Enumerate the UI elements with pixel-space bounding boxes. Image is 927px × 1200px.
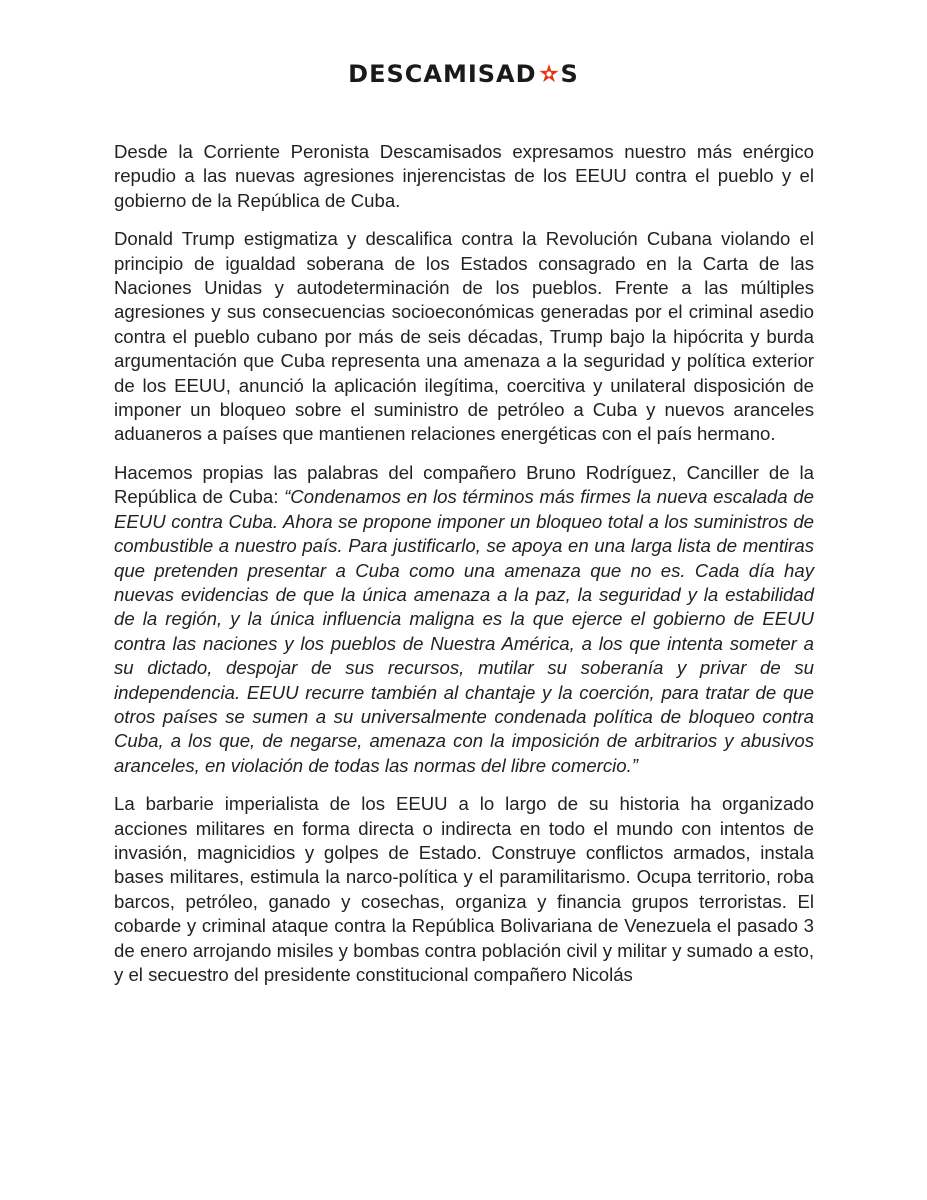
asterisk-star-icon xyxy=(538,63,560,85)
canciller-quote: “Condenamos en los términos más firmes la nueva escalada de EEUU contra Cuba. Ahora se propone imponer un bloqueo total a los suministros de combustible a nuestro país. Para justificarlo, se apoya en una larga lista de mentiras que pretenden presentar a Cuba como una amenaza que no es. Cada día hay nuevas evidencias de que la única amenaza a la paz, la seguridad y la estabilidad de la región, y la única influencia maligna es la que ejerce el gobierno de EEUU contra las naciones y los pueblos de Nuestra América, a los que intenta someter a su dictado, despojar de sus recursos, mutilar su soberanía y privar de su independencia. EEUU recurre también al chantaje y la coerción, para tratar de que otros países se sumen a su universalmente condenada política de bloqueo contra Cuba, a los que, de negarse, amenaza con la imposición de arbitrarios y abusivos aranceles, en violación de todas las normas del libre comercio.” xyxy=(114,486,814,776)
paragraph-4: La barbarie imperialista de los EEUU a lo largo de su historia ha organizado acciones militares en forma directa o indirecta en todo el mundo con intentos de invasión, magnicidios y golpes de Estado. Construye conflictos armados, instala bases militares, estimula la narco-política y el paramilitarismo. Ocupa territorio, roba barcos, petróleo, ganado y cosechas, organiza y financia grupos terroristas. El cobarde y criminal ataque contra la República Bolivariana de Venezuela el pasado 3 de enero arrojando misiles y bombas contra población civil y militar y sumado a esto, y el secuestro del presidente constitucional compañero Nicolás xyxy=(114,793,814,985)
statement-body xyxy=(114,140,814,1001)
logo-wordmark xyxy=(348,60,579,88)
descamisados-logo xyxy=(0,60,927,88)
logo-text-before: DESCAMISAD xyxy=(348,60,537,88)
paragraph-1: Desde la Corriente Peronista Descamisados expresamos nuestro más enérgico repudio a las nuevas agresiones injerencistas de los EEUU contra el pueblo y el gobierno de la República de Cuba. xyxy=(114,141,814,211)
paragraph-3 xyxy=(114,461,814,778)
paragraph-2: Donald Trump estigmatiza y descalifica contra la Revolución Cubana violando el principio de igualdad soberana de los Estados consagrado en la Carta de las Naciones Unidas y autodeterminación de los pueblos. Frente a las múltiples agresiones y sus consecuencias socioeconómicas generadas por el criminal asedio contra el pueblo cubano por más de seis décadas, Trump bajo la hipócrita y burda argumentación que Cuba representa una amenaza a la seguridad y política exterior de los EEUU, anunció la aplicación ilegítima, coercitiva y unilateral disposición de imponer un bloqueo sobre el suministro de petróleo a Cuba y nuevos aranceles aduaneros a países que mantienen relaciones energéticas con el país hermano. xyxy=(114,228,814,445)
logo-text-after: S xyxy=(560,60,579,88)
paragraph-3-intro: Hacemos propias las palabras del compañero Bruno Rodríguez, Canciller de la República de Cuba: xyxy=(114,461,814,508)
